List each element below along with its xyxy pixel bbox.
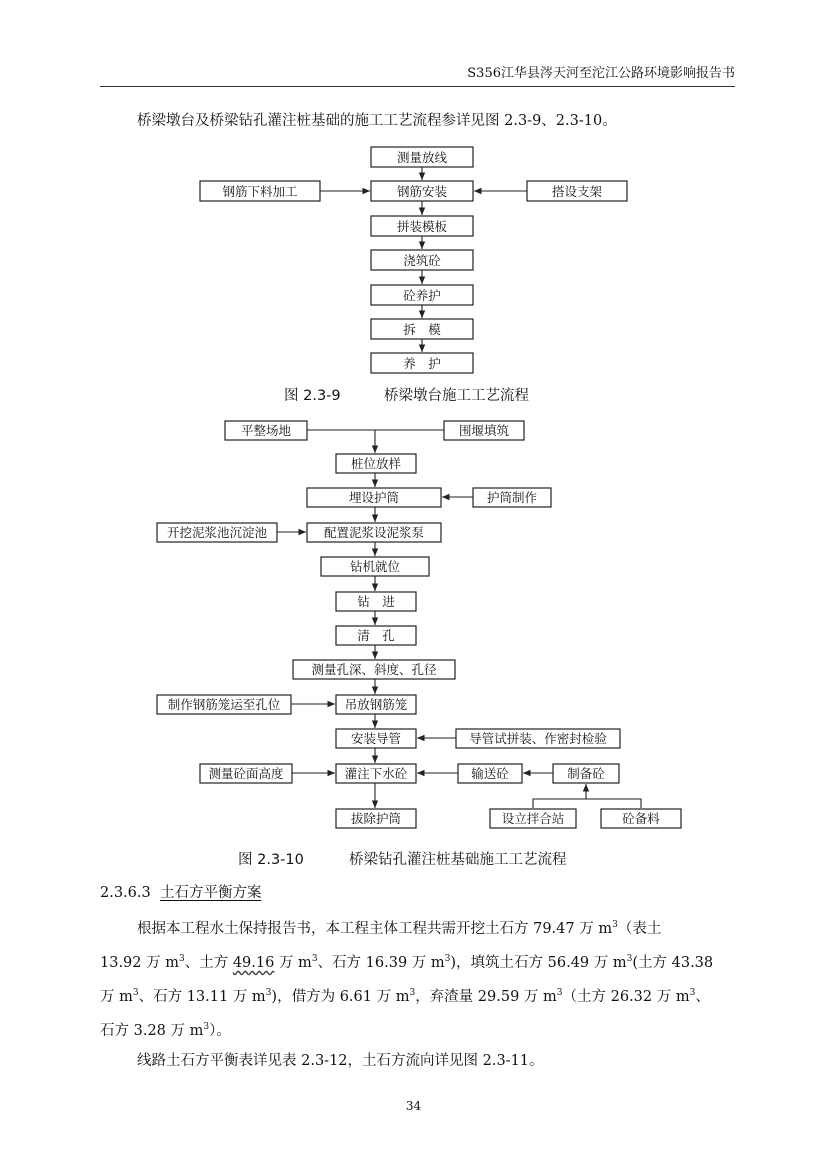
svg-text:测量孔深、斜度、孔径: 测量孔深、斜度、孔径	[311, 662, 437, 677]
body-line-4: 石方 3.28 万 $m^3$）。	[100, 1022, 231, 1039]
svg-text:砼备料: 砼备料	[622, 811, 660, 826]
fig1-step-4	[371, 250, 473, 270]
svg-text:钢筋下料加工: 钢筋下料加工	[222, 184, 298, 199]
fig1-step-2	[371, 181, 473, 201]
svg-text:桩位放样: 桩位放样	[350, 456, 402, 471]
svg-text:围堰填筑: 围堰填筑	[458, 423, 510, 438]
fig1-left-box	[200, 181, 320, 201]
section-number: 2.3.6.3	[100, 885, 151, 901]
intro-paragraph: 桥梁墩台及桥梁钻孔灌注桩基础的施工工艺流程参详见图 2.3-9、2.3-10。	[137, 113, 617, 129]
fig2-step-1	[336, 454, 416, 473]
fig2-step-10	[336, 764, 416, 783]
figure-2-3-9	[200, 147, 627, 373]
fig2-step-4	[321, 557, 429, 576]
fig2-step-9	[336, 729, 416, 748]
svg-text:搭设支架: 搭设支架	[551, 184, 603, 199]
svg-text:输送砼: 输送砼	[471, 766, 509, 781]
fig2-transport	[458, 764, 522, 783]
svg-text:浇筑砼: 浇筑砼	[403, 253, 441, 268]
fig2-measure-level	[200, 764, 292, 783]
fig2-caption-title: 桥梁钻孔灌注桩基础施工工艺流程	[349, 852, 567, 868]
fig2-casing-make	[473, 488, 551, 507]
svg-text:拔除护筒: 拔除护筒	[350, 811, 402, 826]
fig2-step-5	[336, 592, 416, 611]
page-header: S356江华县涔天河至沱江公路环境影响报告书	[467, 66, 735, 81]
figure-2-3-10	[157, 421, 681, 828]
fig1-step-3	[371, 216, 473, 236]
svg-text:钻机就位: 钻机就位	[349, 559, 401, 574]
svg-text:砼养护: 砼养护	[403, 288, 441, 303]
fig2-caption-number: 图 2.3-10	[238, 852, 304, 868]
fig2-step-2	[307, 488, 441, 507]
fig1-caption-number: 图 2.3-9	[284, 388, 341, 404]
fig1-caption-title: 桥梁墩台施工工艺流程	[384, 388, 529, 404]
fig2-top-right	[444, 421, 524, 440]
svg-text:钢筋安装: 钢筋安装	[396, 184, 448, 199]
fig1-step-6	[371, 319, 473, 339]
svg-text:灌注下水砼: 灌注下水砼	[344, 766, 408, 781]
fig1-right-box	[527, 181, 627, 201]
svg-text:钻 进: 钻 进	[357, 594, 395, 609]
body-line-3: 万 $m^3$、石方 13.11 万 $m^3$)，借方为 6.61 万 $m^3$，弃渣量 29.59 万 $m^3$（土方 26.32 万 $m^3$、	[100, 988, 710, 1005]
fig2-step-6	[336, 626, 416, 645]
fig1-step-1	[371, 147, 473, 167]
fig2-duct-test	[456, 729, 620, 748]
svg-text:配置泥浆设泥浆泵: 配置泥浆设泥浆泵	[323, 525, 425, 540]
svg-text:护筒制作: 护筒制作	[486, 490, 538, 505]
svg-text:吊放钢筋笼: 吊放钢筋笼	[344, 697, 408, 712]
svg-text:开挖泥浆池沉淀池: 开挖泥浆池沉淀池	[166, 525, 268, 540]
svg-text:导管试拼装、作密封检验: 导管试拼装、作密封检验	[469, 731, 607, 746]
svg-text:清 孔: 清 孔	[357, 628, 395, 643]
section-heading	[100, 876, 261, 910]
svg-text:养 护: 养 护	[403, 356, 441, 371]
svg-text:平整场地: 平整场地	[240, 423, 292, 438]
fig2-top-left	[225, 421, 307, 440]
svg-text:测量放线: 测量放线	[396, 150, 448, 165]
svg-text:设立拌合站: 设立拌合站	[501, 811, 565, 826]
fig2-materials	[601, 809, 681, 828]
svg-text:安装导管: 安装导管	[350, 731, 402, 746]
fig2-step-11	[336, 809, 416, 828]
page-number: 34	[405, 1099, 422, 1113]
fig2-prepare	[553, 764, 619, 783]
svg-text:拼装模板: 拼装模板	[396, 219, 448, 234]
body-line-5: 线路土石方平衡表详见表 2.3-12，土石方流向详见图 2.3-11。	[137, 1053, 544, 1069]
fig1-step-5	[371, 285, 473, 305]
svg-text:拆 模: 拆 模	[403, 322, 441, 337]
fig2-mix-station	[490, 809, 576, 828]
section-title: 土石方平衡方案	[159, 885, 262, 901]
svg-text:埋设护筒: 埋设护筒	[348, 490, 400, 505]
fig2-mud-pit	[157, 523, 277, 542]
svg-text:制备砼: 制备砼	[567, 766, 605, 781]
body-line-1: 根据本工程水土保持报告书，本工程主体工程共需开挖土石方 79.47 万 $m^3$（表土	[137, 920, 662, 937]
fig2-cage-make	[157, 695, 291, 714]
fig2-step-7	[293, 660, 455, 679]
body-line-2: 13.92 万 $m^3$、土方 49.16 万 $m^3$、石方 16.39 万 $m^3$)，填筑土石方 56.49 万 $m^3$(土方 43.38	[100, 954, 714, 971]
fig2-step-3	[307, 523, 441, 542]
fig2-step-8	[336, 695, 416, 714]
svg-text:制作钢筋笼运至孔位: 制作钢筋笼运至孔位	[167, 697, 281, 712]
svg-text:测量砼面高度: 测量砼面高度	[208, 766, 284, 781]
fig1-step-7	[371, 353, 473, 373]
